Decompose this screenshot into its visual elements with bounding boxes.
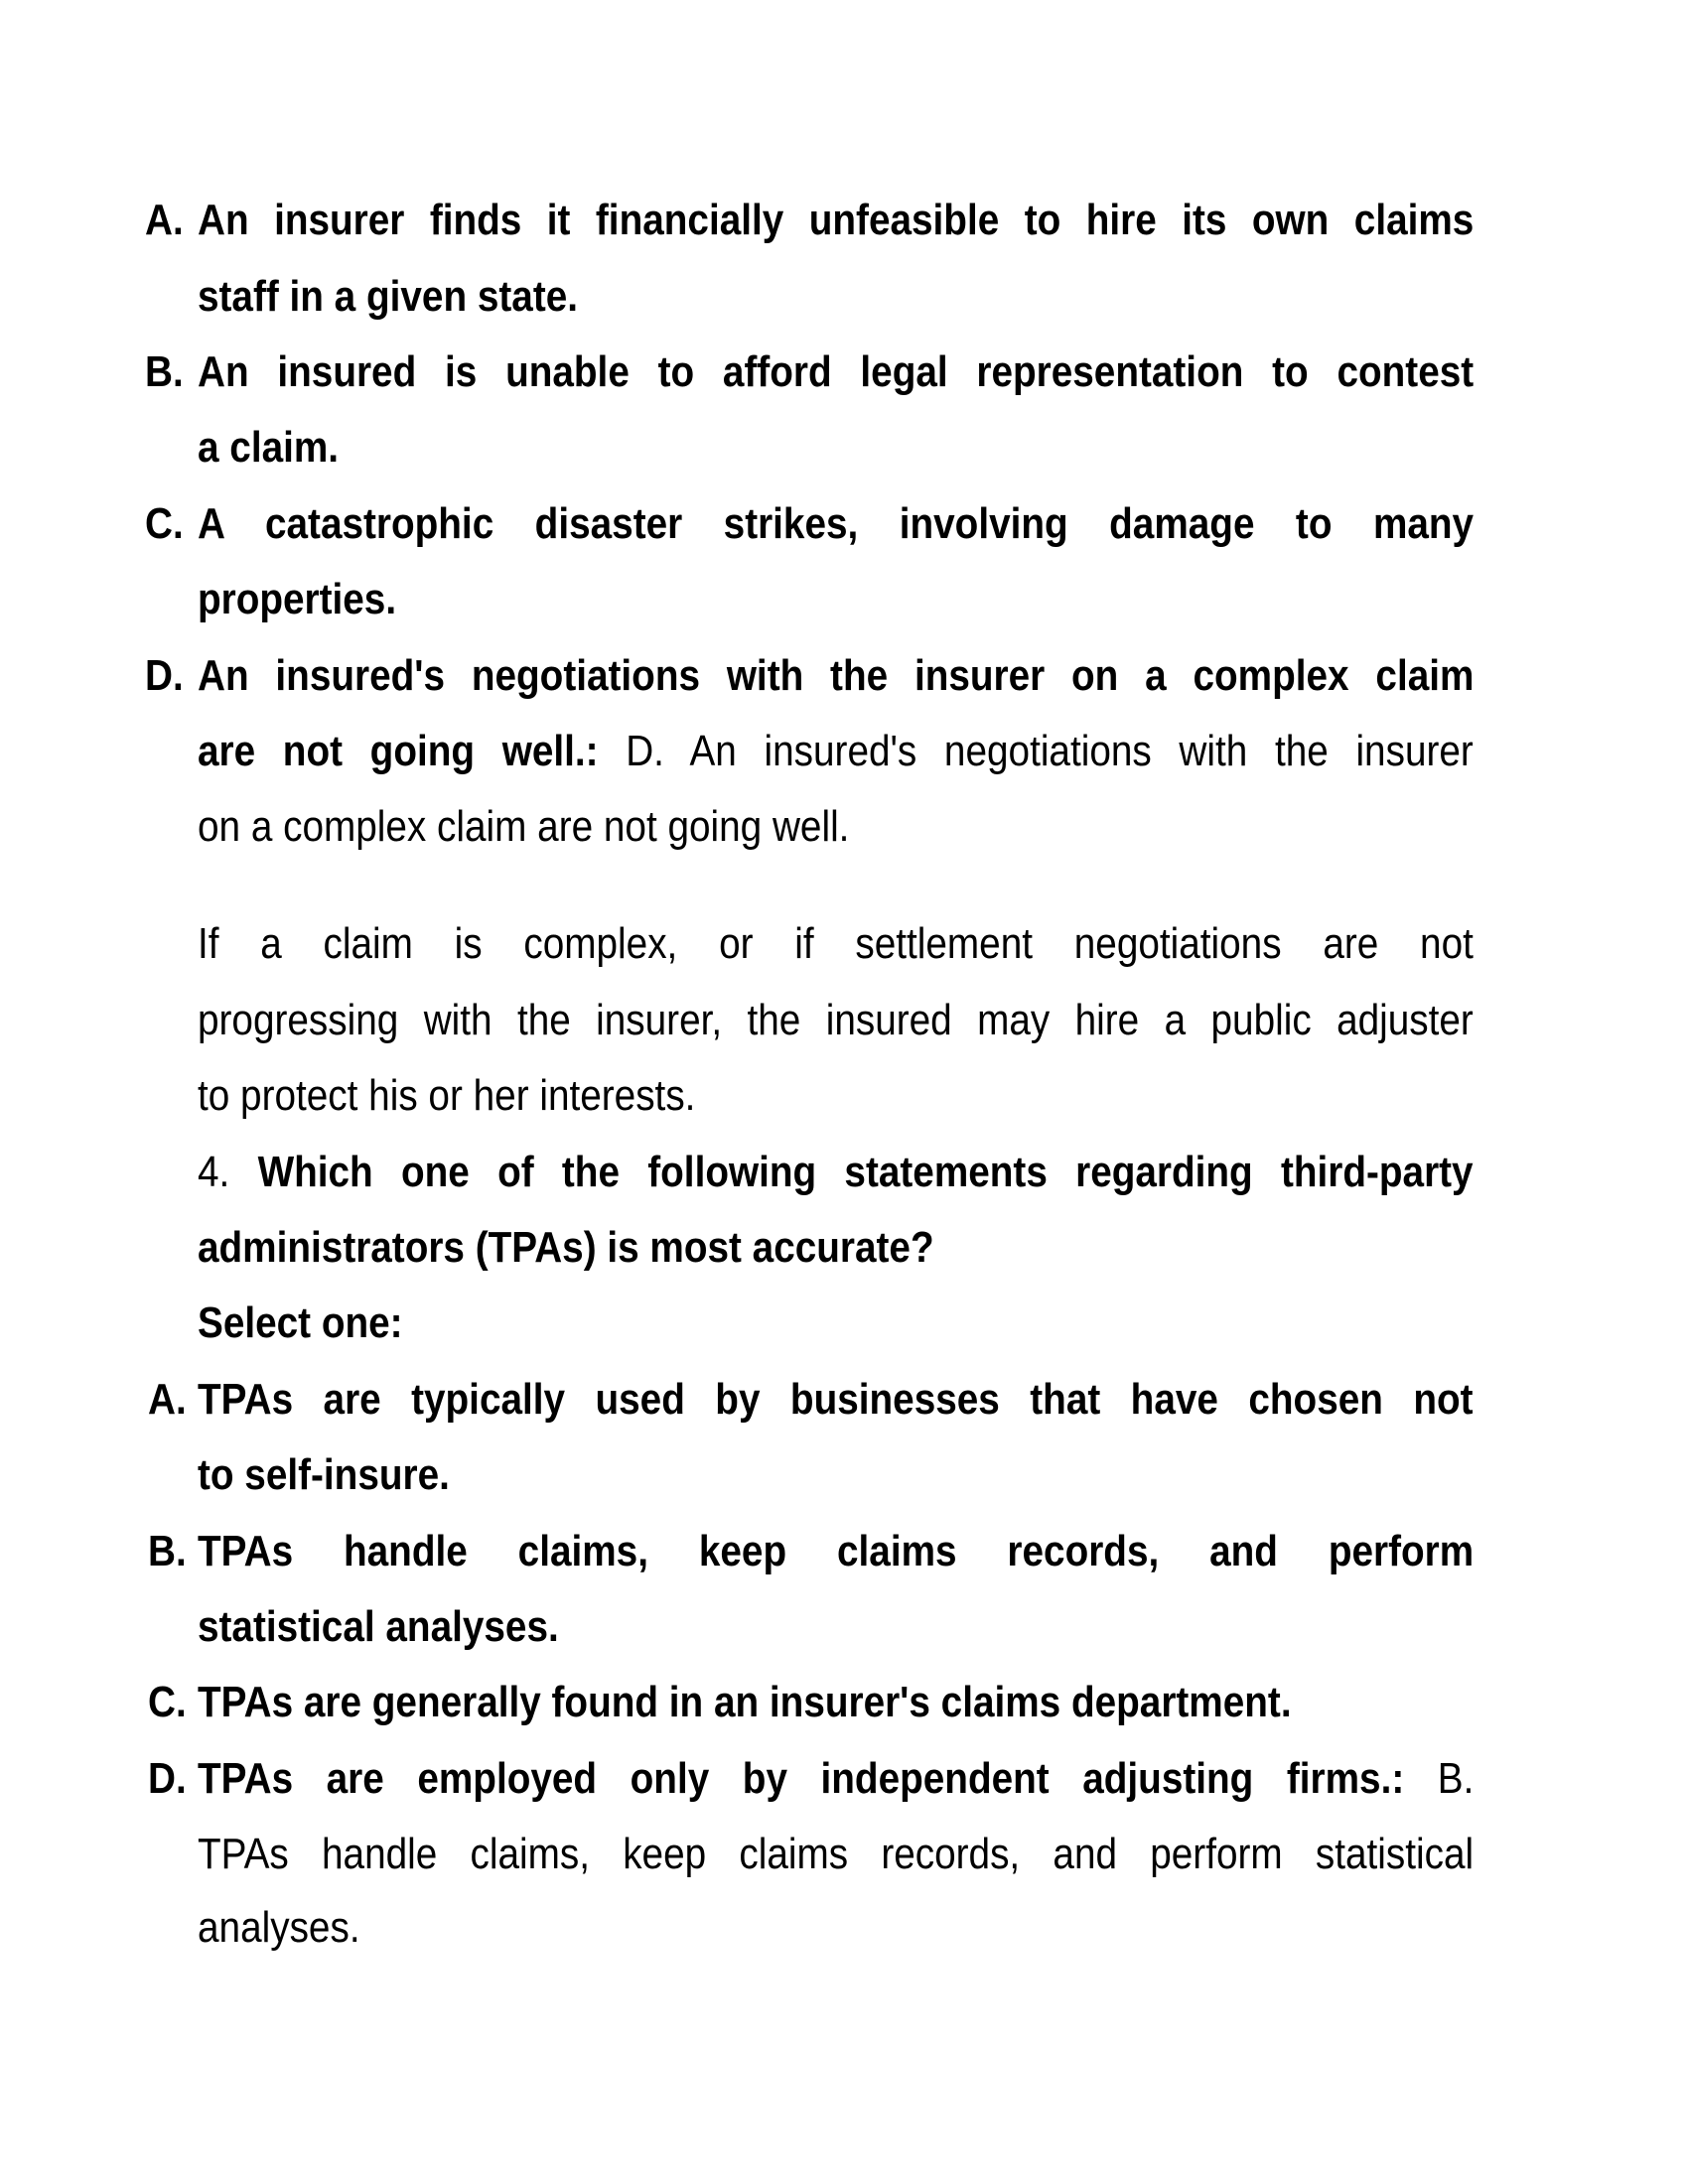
text-line-content <box>198 344 1474 400</box>
text-line <box>198 1068 1474 1124</box>
option-letter: A. <box>145 196 184 244</box>
text-line-content <box>198 193 1474 248</box>
text-line <box>198 1372 1474 1428</box>
text-line <box>198 648 1474 704</box>
regular-text: TPAs handle claims, keep claims records, and perform statistical <box>198 1830 1475 1878</box>
text-line <box>198 1524 1474 1579</box>
text-line-content <box>198 799 849 855</box>
text-line <box>198 993 1474 1048</box>
text-line-content <box>198 1068 695 1124</box>
text-line <box>198 1145 1474 1200</box>
text-line-content <box>198 1827 1474 1882</box>
text-line-content <box>198 1220 934 1276</box>
text-line-content <box>198 1599 559 1655</box>
text-line <box>198 1296 1474 1351</box>
option-letter: A. <box>148 1375 187 1424</box>
text-line <box>198 1751 1474 1807</box>
text-line-content <box>198 420 339 476</box>
regular-text: analyses. <box>198 1903 360 1952</box>
option-letter: D. <box>145 651 184 700</box>
text-line <box>198 916 1474 972</box>
regular-text: If a claim is complex, or if settlement negotiations are not <box>198 919 1474 968</box>
text-line <box>198 799 1474 855</box>
regular-text: to protect his or her interests. <box>198 1071 696 1120</box>
regular-text: D. An insured's negotiations with the insurer <box>598 727 1474 775</box>
bold-text: staff in a given state. <box>198 272 579 321</box>
text-line-content <box>198 269 578 325</box>
text-line <box>198 193 1474 248</box>
text-line-content <box>198 1296 403 1351</box>
text-line <box>198 1599 1474 1655</box>
bold-text: Select one: <box>198 1298 403 1347</box>
text-line-content <box>198 1447 450 1503</box>
text-line <box>198 1827 1474 1882</box>
bold-text: administrators (TPAs) is most accurate? <box>198 1223 934 1272</box>
option-letter: B. <box>148 1527 187 1575</box>
bold-text: are not going well.: <box>198 727 599 775</box>
bold-text: TPAs are typically used by businesses that have chosen not <box>198 1375 1474 1424</box>
text-line <box>198 420 1474 476</box>
text-line-content <box>198 1524 1474 1579</box>
text-line <box>198 1447 1474 1503</box>
regular-text: 4. <box>198 1148 258 1196</box>
bold-text: a claim. <box>198 423 340 472</box>
regular-text: B. <box>1404 1754 1475 1803</box>
bold-text: TPAs are employed only by independent adjusting firms.: <box>198 1754 1405 1803</box>
text-line <box>198 269 1474 325</box>
bold-text: properties. <box>198 575 397 623</box>
text-line-content <box>198 1900 360 1956</box>
bold-text: TPAs are generally found in an insurer's claims department. <box>198 1678 1292 1726</box>
text-line-content <box>198 724 1474 779</box>
bold-text: statistical analyses. <box>198 1602 559 1651</box>
option-letter: C. <box>145 499 184 548</box>
text-line-content <box>198 648 1474 704</box>
regular-text: progressing with the insurer, the insured may hire a public adjuster <box>198 996 1474 1044</box>
bold-text: A catastrophic disaster strikes, involving damage to many <box>198 499 1475 548</box>
bold-text: An insured is unable to afford legal representation to contest <box>198 347 1475 396</box>
text-line <box>198 1220 1474 1276</box>
bold-text: An insurer finds it financially unfeasible to hire its own claims <box>198 196 1475 244</box>
bold-text: TPAs handle claims, keep claims records, and perform <box>198 1527 1475 1575</box>
option-letter: C. <box>148 1678 187 1726</box>
text-line-content <box>198 993 1474 1048</box>
option-letter: B. <box>145 347 184 396</box>
text-line <box>198 572 1474 627</box>
bold-text: Which one of the following statements regarding third-party <box>257 1148 1474 1196</box>
text-line-content <box>198 1751 1474 1807</box>
regular-text: on a complex claim are not going well. <box>198 802 850 851</box>
text-line-content <box>198 496 1474 552</box>
text-line-content <box>198 1675 1292 1730</box>
bold-text: to self-insure. <box>198 1450 450 1499</box>
text-line <box>198 496 1474 552</box>
text-line <box>198 1900 1474 1956</box>
text-line-content <box>198 572 396 627</box>
text-line-content <box>198 916 1474 972</box>
text-line <box>198 344 1474 400</box>
option-letter: D. <box>148 1754 187 1803</box>
bold-text: An insured's negotiations with the insurer on a complex claim <box>198 651 1475 700</box>
text-line <box>198 724 1474 779</box>
text-line <box>198 1675 1474 1730</box>
text-line-content <box>198 1145 1474 1200</box>
text-line-content <box>198 1372 1474 1428</box>
